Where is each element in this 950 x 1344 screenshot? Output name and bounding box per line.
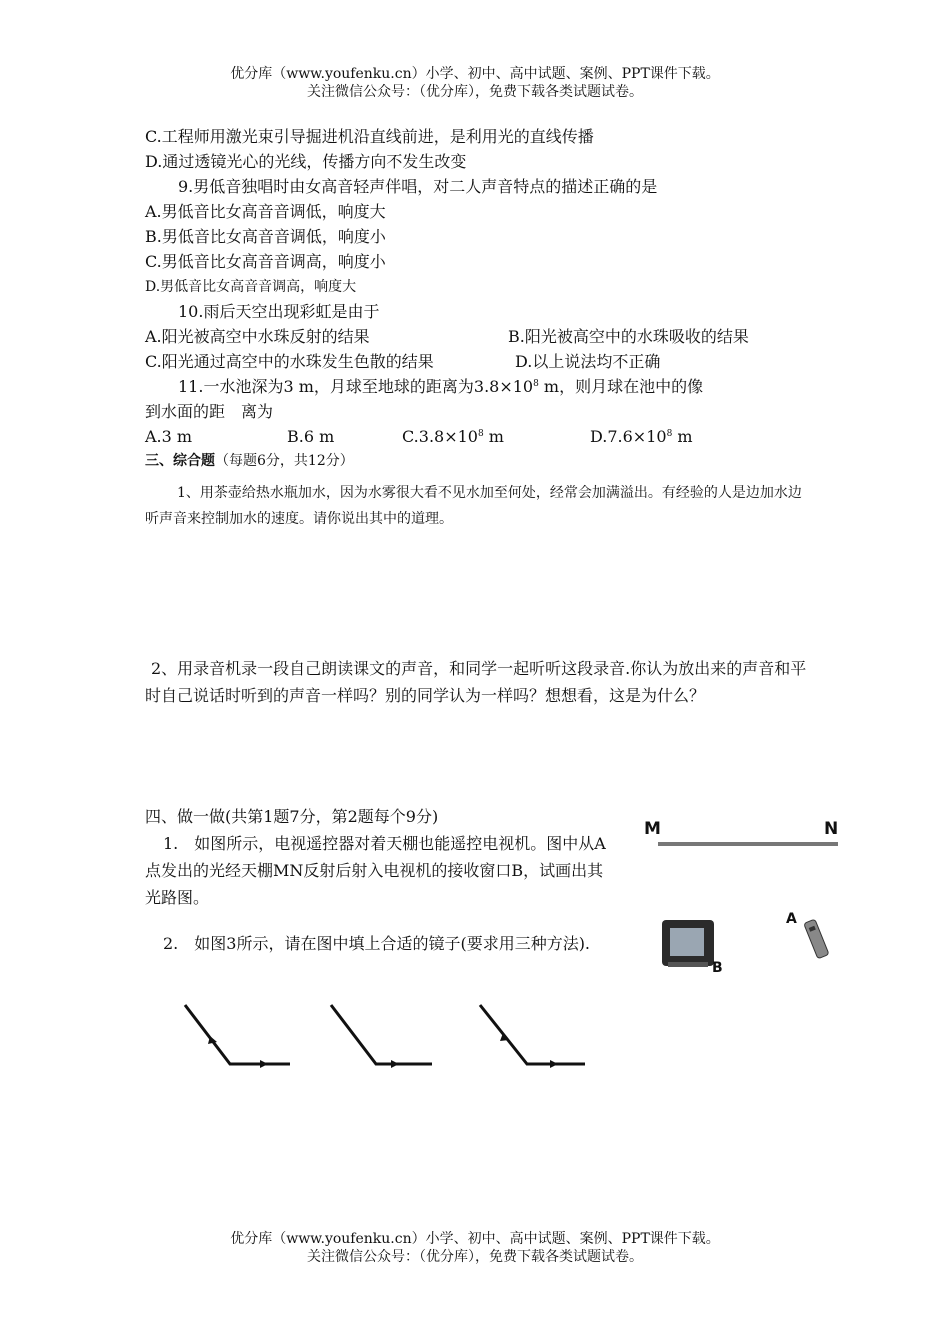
mirror-ray-diagram-3 [475, 1000, 595, 1075]
q10-option-a: A.阳光被高空中水珠反射的结果 [145, 327, 370, 346]
header-line-2: 关注微信公众号：（优分库），免费下载各类试题试卷。 [307, 84, 643, 100]
section-3-question-1: 1、用茶壶给热水瓶加水，因为水雾很大看不见水加至何处，经常会加满溢出。有经验的人是边加水边听声音来控制加水的速度。请你说出其中的道理。 [145, 485, 802, 527]
q11-option-a: A.3 m [145, 427, 193, 446]
header-line-1: 优分库（www.youfenku.cn）小学、初中、高中试题、案例、PPT课件下载。 [230, 66, 720, 82]
remote-control-figure [640, 810, 850, 980]
section-3-note: （每题6分，共12分） [215, 453, 354, 469]
q11-option-d: $D.7.6\times 10^8$ m [590, 427, 693, 446]
q11-stem: 11.一水池深为3 m，月球至地球的距离为$3.8\times 10^8$ m，则月球在池中的像 [178, 377, 704, 396]
q10-option-c: C.阳光通过高空中的水珠发生色散的结果 [145, 352, 434, 371]
q9-option-b: B.男低音比女高音音调低，响度小 [145, 227, 386, 246]
section-3-question-2: 2、用录音机录一段自己朗读课文的声音，和同学一起听听这段录音.你认为放出来的声音和平时自己说话时听到的声音一样吗？别的同学认为一样吗？想想看，这是为什么？ [145, 659, 807, 705]
q8-option-c: C.工程师用激光束引导掘进机沿直线前进，是利用光的直线传播 [145, 127, 594, 146]
section-3-heading [145, 450, 354, 472]
q11-stem-line-2: 到水面的距 离为 [145, 402, 274, 421]
q10-option-d: D.以上说法均不正确 [515, 352, 661, 371]
q11-option-c: $C.3.8\times 10^8$ m [402, 427, 504, 446]
q9-option-a: A.男低音比女高音音调低，响度大 [145, 202, 386, 221]
tv-icon [662, 920, 714, 967]
q9-stem: 9.男低音独唱时由女高音轻声伴唱，对二人声音特点的描述正确的是 [178, 177, 658, 196]
label-b: B [712, 960, 723, 976]
q9-option-c: C.男低音比女高音音调高，响度小 [145, 252, 386, 271]
section-4-title: 四、做一做(共第1题7分，第2题每个9分) [145, 807, 439, 826]
label-m: M [644, 819, 661, 839]
q10-option-b: B.阳光被高空中的水珠吸收的结果 [508, 327, 749, 346]
q8-option-d: D.通过透镜光心的光线，传播方向不发生改变 [145, 152, 467, 171]
section-3-title: 三、综合题 [145, 453, 215, 469]
mirror-ray-diagram-2 [328, 1000, 448, 1075]
q11-option-b: B.6 m [287, 427, 335, 446]
footer-line-2: 关注微信公众号：（优分库），免费下载各类试题试卷。 [307, 1249, 643, 1265]
label-a: A [786, 911, 797, 927]
q10-stem: 10.雨后天空出现彩虹是由于 [178, 302, 380, 321]
footer-line-1: 优分库（www.youfenku.cn）小学、初中、高中试题、案例、PPT课件下载。 [230, 1231, 720, 1247]
q9-option-d: D.男低音比女高音音调高，响度大 [145, 279, 357, 295]
label-n: N [824, 819, 839, 839]
section-4-question-2: 2. 如图3所示，请在图中填上合适的镜子(要求用三种方法). [163, 934, 591, 953]
remote-control-icon [804, 919, 829, 959]
section-4-question-1: 1. 如图所示，电视遥控器对着天棚也能遥控电视机。图中从A点发出的光经天棚MN反射后射入电视机的接收窗口B，试画出其光路图。 [145, 834, 606, 907]
